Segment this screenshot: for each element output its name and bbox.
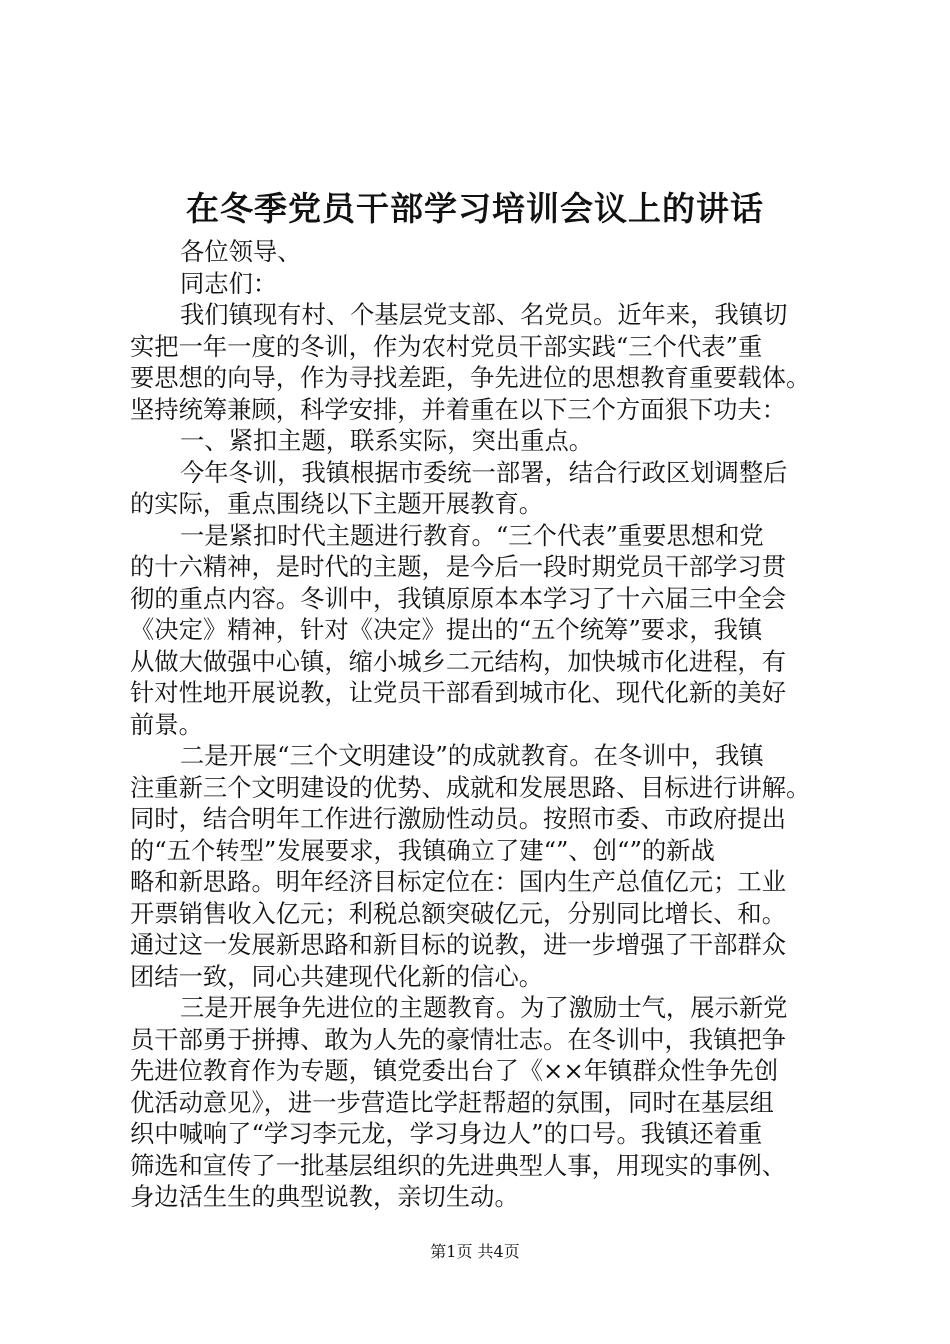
text-line: 通过这一发展新思路和新目标的说教，进一步增强了干部群众 <box>130 930 787 959</box>
text-line: 同时，结合明年工作进行激励性动员。按照市委、市政府提出 <box>130 804 787 833</box>
text-line: 开票销售收入亿元；利税总额突破亿元，分别同比增长、和。 <box>130 898 787 928</box>
text-line: 先进位教育作为专题，镇党委出台了《××年镇群众性争先创 <box>130 1056 779 1085</box>
text-line: 的“五个转型”发展要求，我镇确立了建“”、创“”的新战 <box>130 835 715 865</box>
text-line: 针对性地开展说教，让党员干部看到城市化、现代化新的美好 <box>130 678 787 707</box>
text-line: 同志们： <box>180 268 278 298</box>
text-line: 的十六精神，是时代的主题，是今后一段时期党员干部学习贯 <box>130 552 787 581</box>
text-line: 《决定》精神，针对《决定》提出的“五个统筹”要求，我镇 <box>130 615 763 644</box>
text-line: 员干部勇于拼搏、敢为人先的豪情壮志。在冬训中，我镇把争 <box>130 1024 787 1054</box>
text-line: 一、紧扣主题，联系实际，突出重点。 <box>180 426 594 455</box>
text-line: 团结一致，同心共建现代化新的信心。 <box>130 961 544 991</box>
text-line: 要思想的向导，作为寻找差距，争先进位的思想教育重要载体。 <box>130 363 811 392</box>
text-line: 从做大做强中心镇，缩小城乡二元结构，加快城市化进程，有 <box>130 646 787 676</box>
text-line: 一是紧扣时代主题进行教育。“三个代表”重要思想和党 <box>180 520 764 550</box>
text-line: 优活动意见》，进一步营造比学赶帮超的氛围，同时在基层组 <box>130 1087 774 1117</box>
text-line: 实把一年一度的冬训，作为农村党员干部实践“三个代表”重 <box>130 331 763 361</box>
text-line: 我们镇现有村、个基层党支部、名党员。近年来，我镇切 <box>180 300 788 329</box>
text-line: 二是开展“三个文明建设”的成就教育。在冬训中，我镇 <box>180 741 764 770</box>
text-line: 的实际，重点围绕以下主题开展教育。 <box>130 489 544 518</box>
text-line: 略和新思路。明年经济目标定位在：国内生产总值亿元；工业 <box>130 867 787 896</box>
text-line: 织中喊响了“学习李元龙，学习身边人”的口号。我镇还着重 <box>130 1119 763 1148</box>
document-title: 在冬季党员干部学习培训会议上的讲话 <box>186 189 764 228</box>
text-line: 三是开展争先进位的主题教育。为了激励士气，展示新党 <box>180 993 788 1022</box>
document-body <box>130 236 835 1213</box>
text-line: 今年冬训，我镇根据市委统一部署，结合行政区划调整后 <box>180 457 788 487</box>
page-footer: 第1页 共4页 <box>430 1242 520 1261</box>
text-line: 各位领导、 <box>180 237 302 266</box>
text-line: 注重新三个文明建设的优势、成就和发展思路、目标进行讲解。 <box>130 772 811 802</box>
text-line: 前景。 <box>130 709 203 739</box>
text-line: 彻的重点内容。冬训中，我镇原原本本学习了十六届三中全会 <box>130 583 787 613</box>
text-line: 身边活生生的典型说教，亲切生动。 <box>130 1182 519 1211</box>
text-line: 筛选和宣传了一批基层组织的先进典型人事，用现实的事例、 <box>130 1150 787 1180</box>
text-line: 坚持统筹兼顾，科学安排，并着重在以下三个方面狠下功夫： <box>130 394 787 424</box>
